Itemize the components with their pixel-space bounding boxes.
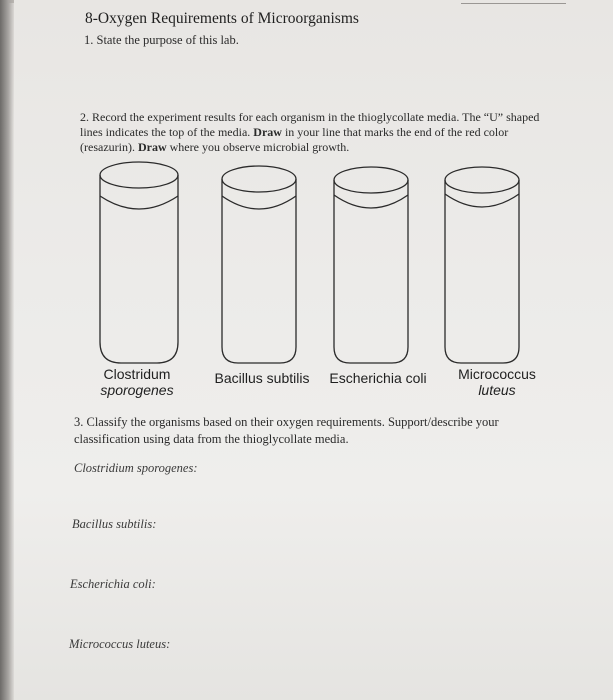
tube-label-clostridium <box>92 366 182 398</box>
tube-label-escherichia <box>322 370 434 386</box>
tube-label-species: luteus <box>478 382 516 398</box>
question-1: 1. State the purpose of this lab. <box>84 33 239 47</box>
tube-label-genus: Escherichia coli <box>329 370 427 386</box>
media-top-line <box>222 196 296 209</box>
page-title: 8-Oxygen Requirements of Microorganisms <box>85 10 359 27</box>
test-tube-bacillus <box>222 166 296 363</box>
tube-label-genus: Micrococcus <box>458 366 536 382</box>
tube-label-micrococcus <box>448 366 546 398</box>
test-tube-escherichia <box>334 167 408 363</box>
tube-label-species: sporogenes <box>100 382 174 398</box>
media-top-line <box>100 196 178 209</box>
question-2-draw-1: Draw <box>253 125 282 139</box>
answer-label-micrococcus: Micrococcus luteus: <box>69 637 171 651</box>
test-tube-micrococcus <box>445 167 519 363</box>
question-2-draw-2: Draw <box>137 140 167 154</box>
tube-label-genus: Clostridum <box>103 366 171 382</box>
question-2-text-c: where you observe microbial growth. <box>166 140 350 154</box>
answer-label-escherichia: Escherichia coli: <box>70 577 156 591</box>
answer-label-bacillus: Bacillus subtilis: <box>72 517 157 531</box>
tube-label-genus: Bacillus subtilis <box>214 370 310 386</box>
test-tube-clostridium <box>100 162 178 363</box>
media-top-line <box>334 195 408 208</box>
question-3: 3. Classify the organisms based on their oxygen requirements. Support/describe your classification using data from the thioglycollate media. <box>74 415 499 446</box>
tube-label-bacillus <box>206 370 318 386</box>
media-top-line <box>445 194 519 207</box>
question-2-text-b: in your line that marks the end of the red color (resazurin). <box>80 125 509 154</box>
question-2-text-a: 2. Record the experiment results for each organism in the thioglycollate media. The “U” shaped lines indicates the top of the media. <box>80 110 540 139</box>
answer-label-clostridium: Clostridium sporogenes: <box>74 461 198 475</box>
